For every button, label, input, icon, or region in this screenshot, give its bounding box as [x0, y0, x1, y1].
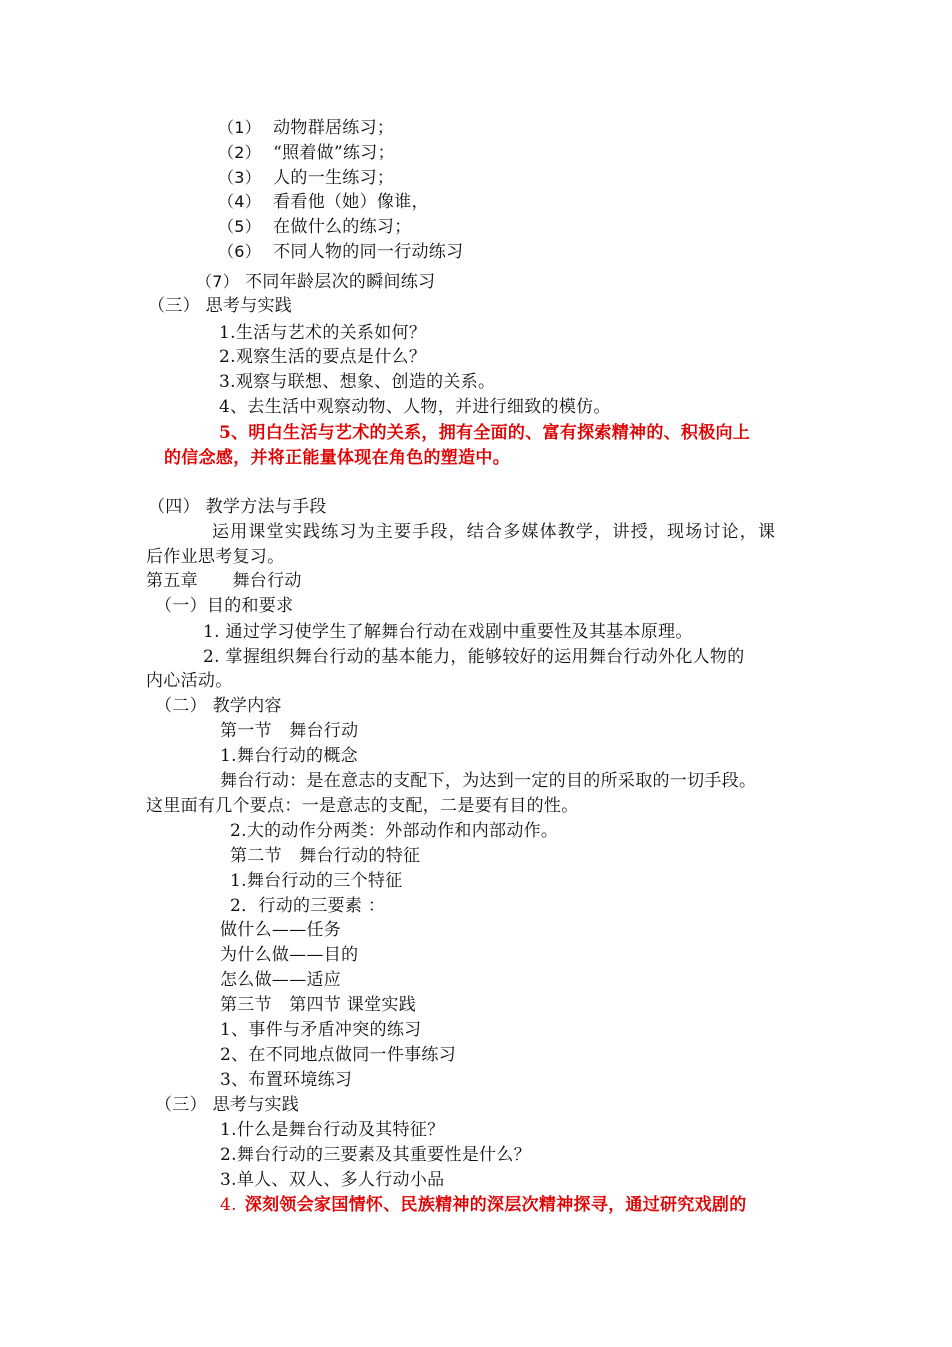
- emphasis-text: 的信念感，并将正能量体现在角色的塑造中。: [164, 448, 510, 468]
- subsection-title: 第三节 第四节 课堂实践: [220, 995, 417, 1015]
- goal-item: 2. 掌握组织舞台行动的基本能力，能够较好的运用舞台行动外化人物的: [203, 647, 745, 667]
- exercise-text: 看看他（她）像谁，: [273, 192, 429, 212]
- section-heading: （四） 教学方法与手段: [148, 497, 327, 517]
- paragraph-line: 运用课堂实践练习为主要手段，结合多媒体教学，讲授，现场讨论，课: [212, 522, 777, 542]
- section-heading: （一）目的和要求: [155, 596, 294, 616]
- content-line: 做什么——任务: [220, 920, 342, 940]
- content-line: 1.舞台行动的三个特征: [230, 871, 403, 891]
- exercise-text: 人的一生练习；: [273, 168, 395, 188]
- paragraph-line: 这里面有几个要点：一是意志的支配，二是要有目的性。: [146, 796, 579, 816]
- chapter-title: 第五章 舞台行动: [146, 571, 302, 591]
- content-line: 2、在不同地点做同一件事练习: [220, 1045, 457, 1065]
- exercise-num: （5）: [218, 217, 262, 236]
- exercise-num: （2）: [218, 143, 262, 162]
- content-line: 1、事件与矛盾冲突的练习: [220, 1020, 422, 1040]
- emphasis-text: [220, 1193, 747, 1217]
- exercise-item: [218, 141, 395, 165]
- emphasis-num: 4.: [220, 1195, 237, 1215]
- content-line: 3、布置环境练习: [220, 1070, 353, 1090]
- exercise-num: （6）: [218, 242, 262, 261]
- exercise-text: 动物群居练习；: [273, 118, 395, 138]
- exercise-item: [196, 270, 435, 294]
- exercise-num: （4）: [218, 192, 262, 211]
- exercise-item: [218, 116, 394, 140]
- question-item: 3.观察与联想、想象、创造的关系。: [219, 372, 496, 392]
- goal-item: 1. 通过学习使学生了解舞台行动在戏剧中重要性及其基本原理。: [203, 622, 693, 642]
- question-item: 2.观察生活的要点是什么？: [219, 347, 427, 367]
- question-item: 4、去生活中观察动物、人物，并进行细致的模仿。: [219, 397, 611, 417]
- paragraph-line: 后作业思考复习。: [146, 547, 285, 567]
- paragraph-line: 舞台行动：是在意志的支配下，为达到一定的目的所采取的一切手段。: [220, 771, 757, 791]
- subsection-title: 第一节 舞台行动: [220, 721, 359, 741]
- subsection-title: 第二节 舞台行动的特征: [230, 846, 421, 866]
- exercise-item: [218, 190, 429, 214]
- exercise-num: （3）: [218, 168, 262, 187]
- question-item: 3.单人、双人、多人行动小品: [220, 1170, 445, 1190]
- exercise-text: “照着做”练习；: [273, 143, 395, 163]
- exercise-item: [218, 166, 394, 190]
- exercise-num: （1）: [218, 118, 262, 137]
- content-line: 怎么做——适应: [220, 970, 342, 990]
- exercise-num: （7）: [196, 272, 240, 291]
- exercise-text: 不同人物的同一行动练习: [273, 242, 464, 262]
- content-line: 2.大的动作分两类：外部动作和内部动作。: [230, 821, 559, 841]
- emphasis-body: 深刻领会家国情怀、民族精神的深层次精神探寻，通过研究戏剧的: [244, 1195, 747, 1215]
- question-item: 2.舞台行动的三要素及其重要性是什么？: [220, 1145, 531, 1165]
- goal-item: 内心活动。: [146, 671, 233, 691]
- section-heading: （三） 思考与实践: [155, 1095, 300, 1115]
- exercise-item: [218, 240, 463, 264]
- exercise-text: 在做什么的练习；: [273, 217, 412, 237]
- content-line: 2．行动的三要素 ：: [230, 896, 386, 916]
- section-heading: （二） 教学内容: [155, 696, 282, 716]
- content-line: 为什么做——目的: [220, 945, 359, 965]
- section-heading: （三） 思考与实践: [148, 296, 293, 316]
- exercise-text: 不同年龄层次的瞬间练习: [245, 272, 436, 292]
- exercise-item: [218, 215, 412, 239]
- question-item: 1.什么是舞台行动及其特征？: [220, 1120, 445, 1140]
- content-line: 1.舞台行动的概念: [220, 746, 358, 766]
- question-item: 1.生活与艺术的关系如何？: [219, 323, 427, 343]
- emphasis-text: 5、明白生活与艺术的关系，拥有全面的、富有探索精神的、积极向上: [219, 423, 751, 443]
